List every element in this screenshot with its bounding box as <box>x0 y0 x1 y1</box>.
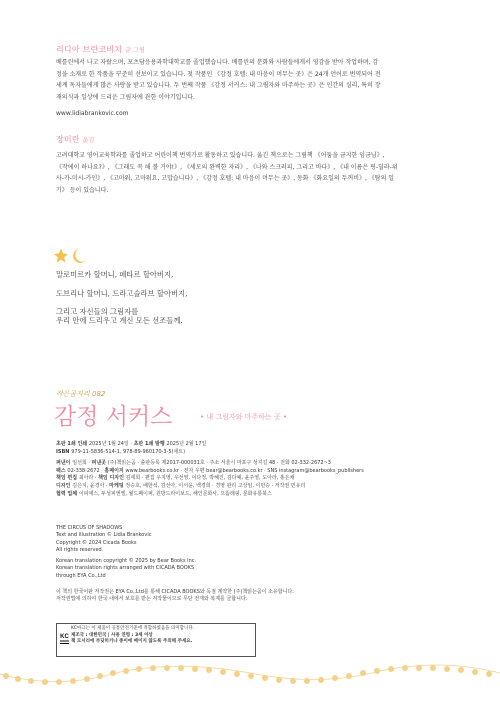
kc-certification-box <box>56 623 256 657</box>
author-bio-line: 재의식과 일상에 드리운 그림자에 관한 이야기입니다. <box>56 93 195 101</box>
author-bio-line: 세계 독자들에게 많은 사랑을 받고 있습니다. 두 번째 작품 《감정 서커스: 내 그림자와 마주하는 곳》은 인간의 심리, 특히 장 <box>56 82 381 89</box>
english-line: through EYA Co.,Ltd <box>56 572 106 579</box>
author-bio-line: 베를린에서 나고 자랐으며, 포츠담응용과학대학교를 졸업했습니다. 베를린의 문화와 사람들에게서 영감을 받아 작업하며, 감 <box>56 59 379 66</box>
translator-name: 장미란 <box>56 135 80 144</box>
star-moon-icon <box>54 248 94 264</box>
author-role: 글 그림 <box>124 47 146 54</box>
bunting-flags <box>3 665 492 685</box>
author-website-link[interactable]: www.lidiabrankovic.com <box>56 110 129 117</box>
rights-line: 이 책의 한국어판 저작권은 EYA Co.,Ltd를 통해 CICADA BOOKS와 독점 계약한 (주)책읽는곰이 소유합니다. <box>56 589 294 595</box>
english-line: Korean translation rights arranged with CICADA BOOKS <box>56 565 195 572</box>
publication-info <box>56 441 364 498</box>
kc-line: KC마크는 이 제품이 공통안전기준에 적합하였음을 의미합니다. <box>71 626 195 631</box>
kc-certification-text <box>71 626 194 646</box>
series-label: 작은곰자리 082 <box>56 390 106 398</box>
english-line: Text and illustration © Lidia Brankovic <box>56 532 152 539</box>
publication-line: 책임 편집 최아라 · 책임 디자인 김세희 · 편집 우지영, 우선영, 이다정, 박혜진, 김다예, 윤주영, 도아라, 홍은채 <box>56 475 295 482</box>
translator-bio <box>56 150 398 196</box>
kc-line: 제조국 : 대한민국 | 사용 연령 : 3세 이상 <box>71 632 153 638</box>
dedication-line: 그리고 자신들의 그림자를 <box>56 307 139 316</box>
english-line: THE CIRCUS OF SHADOWS <box>56 525 123 531</box>
kc-line: 책 모서리에 부딪히거나 종이에 베이지 않도록 주의해 주세요. <box>71 639 193 645</box>
moon-icon <box>73 249 85 263</box>
english-line: Korean translation copyright © 2025 by Bear Books Inc. <box>56 558 197 565</box>
translator-bio-line: 《작에이 하나요?》, 《그래도 꼭 해 볼 거야!》, 《세모의 완벽한 자리》, 《나와 스크러피, 그리고 바다》, 《내 이름은 링-딜라-위 <box>56 163 398 171</box>
kc-mark-label: KC <box>60 634 69 640</box>
star-icon <box>54 249 68 263</box>
publication-line: 팩스 02-338-2672 · 홈페이지 www.bearbooks.co.kr · 전자 우편 bear@bearbooks.co.kr · SNS instagram@bearbooks_publishers <box>56 467 364 474</box>
bunting-garland <box>0 660 500 707</box>
publication-line: 초판 1쇄 인쇄 2025년 1월 24일 · 초판 1쇄 발행 2025년 2월 17일 <box>56 441 207 447</box>
publication-line: ISBN 979-11-5836-514-1, 978-89-960170-3-5(세트) <box>56 448 186 455</box>
english-line: All rights reserved. <box>56 546 104 553</box>
translator-bio-line: 사-카-미시-카인》, 《고마워, 고마워요, 고맙습니다》, 《감정 호텔: 내 마음이 머무는 곳》, 동화 《화요일의 두꺼비》, 《탐의 일 <box>56 175 395 182</box>
dedication-line: 말로미르카 할머니, 페타르 할아버지, <box>56 270 174 279</box>
author-name: 리디아 브란코비치 <box>56 45 123 54</box>
author-bio <box>56 57 381 103</box>
book-title-logo: 감정 서커스 <box>54 404 173 430</box>
rights-notice <box>56 589 294 604</box>
publication-line: 펴낸이 임선희 · 펴낸곳 (주)책읽는곰 · 출판등록 제2017-000031호 · 주소 서울시 마포구 성지길 48 · 전화 02-332-2672~3 <box>56 460 331 467</box>
translator-bio-line: 기》 등이 있습니다. <box>56 186 109 194</box>
publication-line: 디자인 김은지, 윤경아 · 마케팅 정승호, 배한석, 김선아, 이서윤, 백경희 · 경영 관리 고상임, 이민승 · 저작권 민유리 <box>56 482 306 489</box>
translator-role: 옮김 <box>82 137 95 144</box>
rights-line: 저작권법에 의하여 한국 내에서 보호를 받는 저작물이므로 무단 전재와 복제를 금합니다. <box>56 596 248 603</box>
author-heading <box>56 44 145 55</box>
dedication-line: 우리 안에 드리우고 계신 모든 선조들께. <box>56 316 183 325</box>
translator-heading <box>56 134 95 145</box>
translator-bio-line: 고려대학교 영어교육학과를 졸업하고 어린이책 번역가로 활동하고 있습니다. 옮긴 책으로는 그림책 《어둠을 금지한 임금님》, <box>56 152 385 159</box>
publication-line: 협력 업체 이피에스, 두성피앤엘, 월드페이퍼, 원방드라이보드, 해인문화사, 으뜸래핑, 문화유통북스 <box>56 490 272 497</box>
author-bio-line: 정을 소재로 한 작품을 꾸준히 선보이고 있습니다. 첫 작품인 《감정 호텔: 내 마음이 머무는 곳》은 24개 언어로 번역되어 전 <box>56 70 381 78</box>
english-line: Copyright © 2024 Cicada Books <box>56 539 137 546</box>
dedication-line: 도브리나 할머니, 드라고슬라브 할아버지, <box>56 289 188 298</box>
book-subtitle: • 내 그림자와 마주하는 곳 • <box>200 413 288 421</box>
english-copyright <box>56 525 196 580</box>
kc-mark-icon <box>59 630 70 648</box>
